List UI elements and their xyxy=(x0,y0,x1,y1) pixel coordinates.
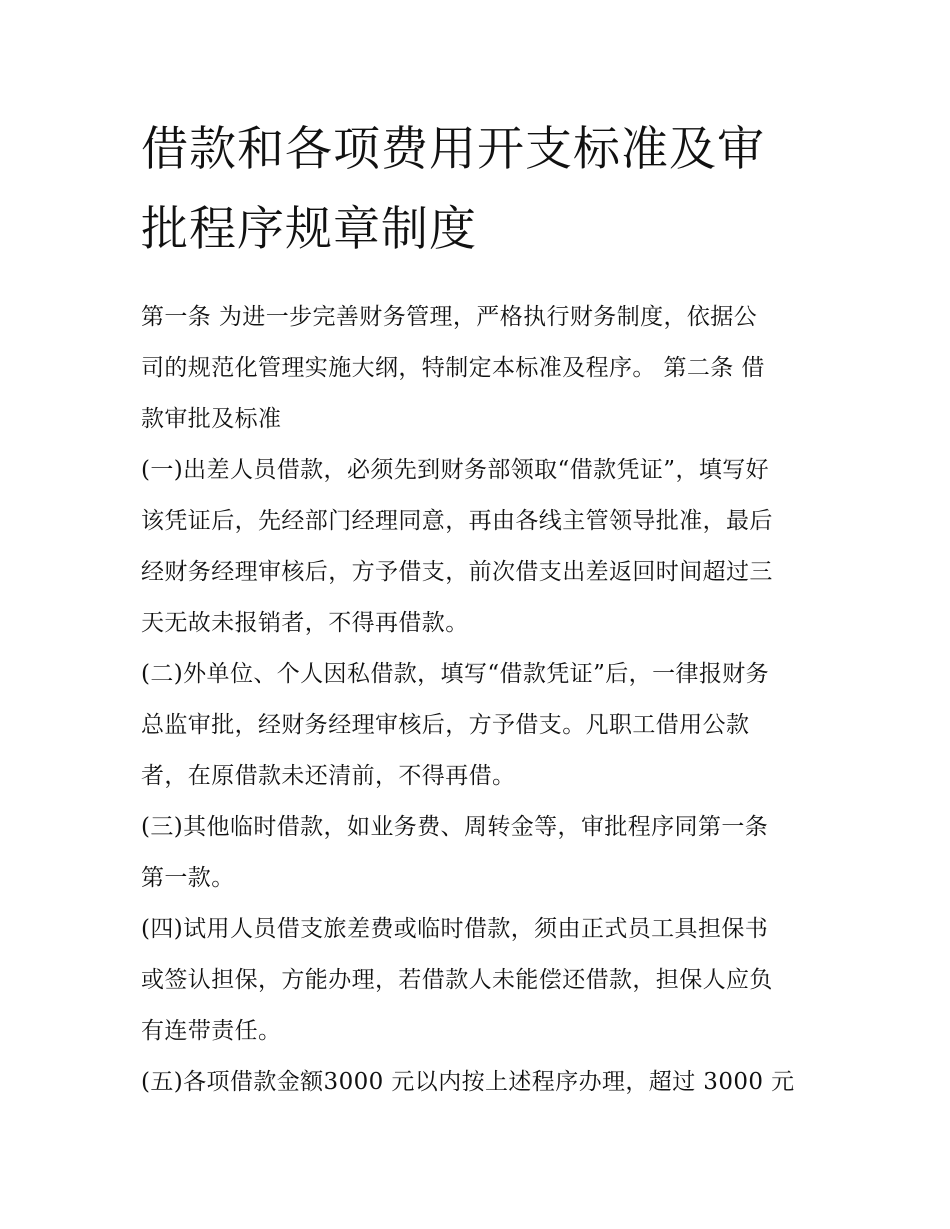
text-line: (五)各项借款金额3000 元以内按上述程序办理，超过 3000 元 xyxy=(141,1069,795,1095)
text-line: 经财务经理审核后，方予借支，前次借支出差返回时间超过三 xyxy=(141,559,773,585)
text-line: 第一款。 xyxy=(141,865,235,891)
title-line: 批程序规章制度 xyxy=(141,202,477,257)
text-line: (二)外单位、个人因私借款，填写“借款凭证”后，一律报财务 xyxy=(141,661,770,687)
text-line: (三)其他临时借款，如业务费、周转金等，审批程序同第一条 xyxy=(141,814,769,840)
paragraph-item-4 xyxy=(141,904,817,1057)
document-title xyxy=(141,110,817,270)
title-line: 借款和各项费用开支标准及审 xyxy=(141,122,765,177)
text-line: 有连带责任。 xyxy=(141,1018,282,1044)
paragraph-item-5 xyxy=(141,1057,817,1108)
document-body xyxy=(141,292,817,1108)
text-line: 第一条 为进一步完善财务管理，严格执行财务制度，依据公 xyxy=(141,304,758,330)
text-line: 司的规范化管理实施大纲，特制定本标准及程序。 第二条 借 xyxy=(141,355,765,381)
text-line: 或签认担保，方能办理，若借款人未能偿还借款，担保人应负 xyxy=(141,967,773,993)
text-line: 天无故未报销者，不得再借款。 xyxy=(141,610,469,636)
text-line: (四)试用人员借支旅差费或临时借款，须由正式员工具担保书 xyxy=(141,916,769,942)
text-line: (一)出差人员借款，必须先到财务部领取“借款凭证”，填写好 xyxy=(141,457,770,483)
paragraph-item-1 xyxy=(141,445,817,649)
paragraph-item-3 xyxy=(141,802,817,904)
text-line: 者，在原借款未还清前，不得再借。 xyxy=(141,763,516,789)
text-line: 款审批及标准 xyxy=(141,406,282,432)
text-line: 总监审批，经财务经理审核后，方予借支。凡职工借用公款 xyxy=(141,712,750,738)
document-page xyxy=(141,110,817,1108)
paragraph-article-1 xyxy=(141,292,817,445)
text-line: 该凭证后，先经部门经理同意，再由各线主管领导批准，最后 xyxy=(141,508,773,534)
paragraph-item-2 xyxy=(141,649,817,802)
